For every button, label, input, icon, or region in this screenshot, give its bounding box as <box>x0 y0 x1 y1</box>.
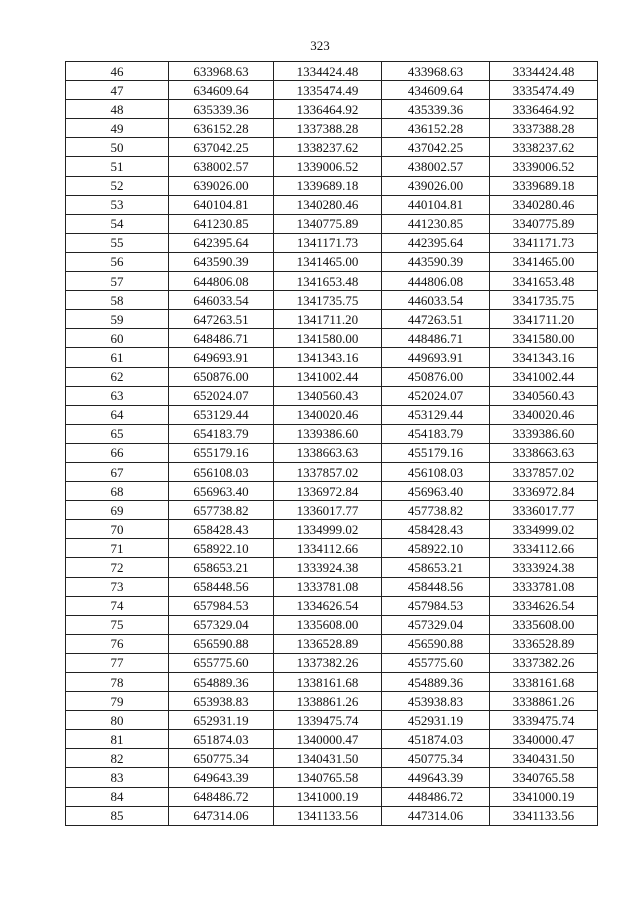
table-row <box>66 252 598 271</box>
coordinate-cell: 655775.60 <box>169 653 274 672</box>
page-number: 323 <box>310 38 330 53</box>
coordinate-cell: 454183.79 <box>382 424 490 443</box>
coordinate-cell: 1338161.68 <box>274 673 382 692</box>
table-row <box>66 730 598 749</box>
coordinate-cell: 1336528.89 <box>274 634 382 653</box>
point-number-cell: 73 <box>66 577 169 596</box>
coordinate-cell: 1336972.84 <box>274 482 382 501</box>
coordinate-cell: 455775.60 <box>382 653 490 672</box>
coordinate-cell: 652931.19 <box>169 711 274 730</box>
point-number-cell: 48 <box>66 100 169 119</box>
coordinate-cell: 456590.88 <box>382 634 490 653</box>
point-number-cell: 79 <box>66 692 169 711</box>
coordinate-cell: 438002.57 <box>382 157 490 176</box>
coordinate-cell: 658448.56 <box>169 577 274 596</box>
coordinate-cell: 658653.21 <box>169 558 274 577</box>
point-number-cell: 65 <box>66 424 169 443</box>
coordinate-cell: 3334999.02 <box>490 520 598 539</box>
coordinate-cell: 656590.88 <box>169 634 274 653</box>
coordinate-cell: 3333924.38 <box>490 558 598 577</box>
table-row <box>66 558 598 577</box>
coordinate-cell: 1341133.56 <box>274 806 382 825</box>
coordinate-cell: 434609.64 <box>382 81 490 100</box>
coordinate-cell: 457984.53 <box>382 596 490 615</box>
coordinate-cell: 457329.04 <box>382 615 490 634</box>
coordinate-cell: 3340431.50 <box>490 749 598 768</box>
point-number-cell: 75 <box>66 615 169 634</box>
coordinate-cell: 455179.16 <box>382 443 490 462</box>
coordinate-cell: 638002.57 <box>169 157 274 176</box>
coordinate-cell: 650775.34 <box>169 749 274 768</box>
coordinate-cell: 1341580.00 <box>274 329 382 348</box>
coordinate-cell: 448486.72 <box>382 787 490 806</box>
coordinate-cell: 658428.43 <box>169 520 274 539</box>
table-row <box>66 787 598 806</box>
coordinate-cell: 642395.64 <box>169 233 274 252</box>
coordinate-cell: 653938.83 <box>169 692 274 711</box>
table-row <box>66 386 598 405</box>
coordinate-cell: 3340775.89 <box>490 214 598 233</box>
coordinate-cell: 450775.34 <box>382 749 490 768</box>
coordinate-cell: 1341653.48 <box>274 272 382 291</box>
coordinate-cell: 442395.64 <box>382 233 490 252</box>
coordinate-cell: 647263.51 <box>169 310 274 329</box>
point-number-cell: 57 <box>66 272 169 291</box>
coordinate-cell: 648486.71 <box>169 329 274 348</box>
point-number-cell: 76 <box>66 634 169 653</box>
table-row <box>66 100 598 119</box>
coordinate-cell: 639026.00 <box>169 176 274 195</box>
coordinate-cell: 3334112.66 <box>490 539 598 558</box>
coordinate-cell: 635339.36 <box>169 100 274 119</box>
point-number-cell: 81 <box>66 730 169 749</box>
point-number-cell: 85 <box>66 806 169 825</box>
coordinate-cell: 456963.40 <box>382 482 490 501</box>
coordinate-cell: 1340020.46 <box>274 405 382 424</box>
coordinate-cell: 3337388.28 <box>490 119 598 138</box>
coordinate-cell: 653129.44 <box>169 405 274 424</box>
coordinate-cell: 1341002.44 <box>274 367 382 386</box>
table-row <box>66 214 598 233</box>
coordinate-cell: 1333781.08 <box>274 577 382 596</box>
coordinate-cell: 449643.39 <box>382 768 490 787</box>
coordinate-cell: 1339475.74 <box>274 711 382 730</box>
coordinate-cell: 643590.39 <box>169 252 274 271</box>
coordinate-cell: 1340431.50 <box>274 749 382 768</box>
coordinate-cell: 3335608.00 <box>490 615 598 634</box>
table-row <box>66 348 598 367</box>
coordinate-cell: 1335474.49 <box>274 81 382 100</box>
point-number-cell: 77 <box>66 653 169 672</box>
coordinate-cell: 3339475.74 <box>490 711 598 730</box>
point-number-cell: 59 <box>66 310 169 329</box>
point-number-cell: 84 <box>66 787 169 806</box>
table-row <box>66 157 598 176</box>
point-number-cell: 62 <box>66 367 169 386</box>
coordinate-cell: 641230.85 <box>169 214 274 233</box>
coordinate-cell: 1338237.62 <box>274 138 382 157</box>
coordinate-cell: 3341171.73 <box>490 233 598 252</box>
coordinate-cell: 1334424.48 <box>274 62 382 81</box>
coordinate-cell: 1341711.20 <box>274 310 382 329</box>
table-row <box>66 329 598 348</box>
coordinate-cell: 3341343.16 <box>490 348 598 367</box>
coordinate-cell: 1337382.26 <box>274 653 382 672</box>
coordinate-cell: 457738.82 <box>382 501 490 520</box>
coordinate-cell: 444806.08 <box>382 272 490 291</box>
coordinate-cell: 449693.91 <box>382 348 490 367</box>
table-row <box>66 310 598 329</box>
coordinate-cell: 3338161.68 <box>490 673 598 692</box>
coordinate-cell: 658922.10 <box>169 539 274 558</box>
coordinate-cell: 3338861.26 <box>490 692 598 711</box>
coordinate-cell: 654183.79 <box>169 424 274 443</box>
table-row <box>66 711 598 730</box>
coordinate-cell: 3340560.43 <box>490 386 598 405</box>
coordinate-cell: 458653.21 <box>382 558 490 577</box>
table-row <box>66 62 598 81</box>
table-row <box>66 806 598 825</box>
point-number-cell: 69 <box>66 501 169 520</box>
table-row <box>66 749 598 768</box>
coordinate-cell: 451874.03 <box>382 730 490 749</box>
coordinate-cell: 655179.16 <box>169 443 274 462</box>
coordinate-cell: 656963.40 <box>169 482 274 501</box>
coordinate-cell: 649693.91 <box>169 348 274 367</box>
coordinate-cell: 1339386.60 <box>274 424 382 443</box>
table-row <box>66 176 598 195</box>
coordinate-cell: 3339386.60 <box>490 424 598 443</box>
coordinate-cell: 1334626.54 <box>274 596 382 615</box>
table-row <box>66 443 598 462</box>
table-row <box>66 367 598 386</box>
coordinate-cell: 3335474.49 <box>490 81 598 100</box>
coordinate-cell: 3341735.75 <box>490 291 598 310</box>
table-row <box>66 195 598 214</box>
coordinate-table <box>65 61 598 826</box>
point-number-cell: 53 <box>66 195 169 214</box>
point-number-cell: 54 <box>66 214 169 233</box>
coordinate-cell: 452024.07 <box>382 386 490 405</box>
point-number-cell: 67 <box>66 462 169 481</box>
table-row <box>66 81 598 100</box>
table-row <box>66 577 598 596</box>
coordinate-cell: 652024.07 <box>169 386 274 405</box>
coordinate-cell: 3339006.52 <box>490 157 598 176</box>
point-number-cell: 50 <box>66 138 169 157</box>
table-row <box>66 596 598 615</box>
coordinate-cell: 3341002.44 <box>490 367 598 386</box>
coordinate-cell: 3336017.77 <box>490 501 598 520</box>
coordinate-cell: 1340775.89 <box>274 214 382 233</box>
coordinate-cell: 649643.39 <box>169 768 274 787</box>
coordinate-cell: 1340765.58 <box>274 768 382 787</box>
coordinate-cell: 458448.56 <box>382 577 490 596</box>
coordinate-cell: 3341465.00 <box>490 252 598 271</box>
table-row <box>66 520 598 539</box>
coordinate-cell: 447263.51 <box>382 310 490 329</box>
coordinate-cell: 453129.44 <box>382 405 490 424</box>
table-row <box>66 424 598 443</box>
point-number-cell: 80 <box>66 711 169 730</box>
coordinate-cell: 3341653.48 <box>490 272 598 291</box>
point-number-cell: 56 <box>66 252 169 271</box>
coordinate-cell: 3336528.89 <box>490 634 598 653</box>
table-row <box>66 501 598 520</box>
coordinate-cell: 440104.81 <box>382 195 490 214</box>
coordinate-cell: 441230.85 <box>382 214 490 233</box>
coordinate-cell: 3340765.58 <box>490 768 598 787</box>
table-row <box>66 233 598 252</box>
coordinate-cell: 447314.06 <box>382 806 490 825</box>
point-number-cell: 66 <box>66 443 169 462</box>
coordinate-cell: 1334999.02 <box>274 520 382 539</box>
table-row <box>66 462 598 481</box>
table-row <box>66 405 598 424</box>
table-row <box>66 692 598 711</box>
coordinate-cell: 3334626.54 <box>490 596 598 615</box>
point-number-cell: 58 <box>66 291 169 310</box>
coordinate-cell: 1336464.92 <box>274 100 382 119</box>
coordinate-cell: 3341580.00 <box>490 329 598 348</box>
point-number-cell: 71 <box>66 539 169 558</box>
coordinate-cell: 1338861.26 <box>274 692 382 711</box>
coordinate-cell: 1335608.00 <box>274 615 382 634</box>
table-row <box>66 291 598 310</box>
point-number-cell: 46 <box>66 62 169 81</box>
coordinate-cell: 1333924.38 <box>274 558 382 577</box>
table-row <box>66 482 598 501</box>
point-number-cell: 72 <box>66 558 169 577</box>
coordinate-cell: 1340280.46 <box>274 195 382 214</box>
coordinate-cell: 1340000.47 <box>274 730 382 749</box>
coordinate-cell: 456108.03 <box>382 462 490 481</box>
coordinate-cell: 3341711.20 <box>490 310 598 329</box>
coordinate-cell: 3336464.92 <box>490 100 598 119</box>
point-number-cell: 61 <box>66 348 169 367</box>
table-row <box>66 119 598 138</box>
coordinate-cell: 454889.36 <box>382 673 490 692</box>
coordinate-cell: 3340020.46 <box>490 405 598 424</box>
point-number-cell: 82 <box>66 749 169 768</box>
table-row <box>66 539 598 558</box>
coordinate-cell: 452931.19 <box>382 711 490 730</box>
coordinate-cell: 3340280.46 <box>490 195 598 214</box>
point-number-cell: 52 <box>66 176 169 195</box>
coordinate-cell: 1334112.66 <box>274 539 382 558</box>
point-number-cell: 60 <box>66 329 169 348</box>
coordinate-cell: 651874.03 <box>169 730 274 749</box>
coordinate-cell: 437042.25 <box>382 138 490 157</box>
coordinate-cell: 646033.54 <box>169 291 274 310</box>
point-number-cell: 70 <box>66 520 169 539</box>
coordinate-cell: 1341343.16 <box>274 348 382 367</box>
coordinate-cell: 640104.81 <box>169 195 274 214</box>
coordinate-cell: 3334424.48 <box>490 62 598 81</box>
coordinate-cell: 1341171.73 <box>274 233 382 252</box>
coordinate-cell: 657984.53 <box>169 596 274 615</box>
coordinate-cell: 3336972.84 <box>490 482 598 501</box>
coordinate-cell: 1337857.02 <box>274 462 382 481</box>
coordinate-cell: 453938.83 <box>382 692 490 711</box>
coordinate-cell: 1341465.00 <box>274 252 382 271</box>
coordinate-cell: 3337857.02 <box>490 462 598 481</box>
coordinate-cell: 3339689.18 <box>490 176 598 195</box>
coordinate-cell: 654889.36 <box>169 673 274 692</box>
coordinate-cell: 1338663.63 <box>274 443 382 462</box>
coordinate-cell: 439026.00 <box>382 176 490 195</box>
coordinate-cell: 433968.63 <box>382 62 490 81</box>
coordinate-cell: 637042.25 <box>169 138 274 157</box>
coordinate-cell: 1339006.52 <box>274 157 382 176</box>
coordinate-cell: 1337388.28 <box>274 119 382 138</box>
coordinate-cell: 3333781.08 <box>490 577 598 596</box>
point-number-cell: 47 <box>66 81 169 100</box>
coordinate-cell: 446033.54 <box>382 291 490 310</box>
coordinate-cell: 3338663.63 <box>490 443 598 462</box>
coordinate-cell: 657738.82 <box>169 501 274 520</box>
coordinate-cell: 656108.03 <box>169 462 274 481</box>
coordinate-cell: 648486.72 <box>169 787 274 806</box>
table-row <box>66 673 598 692</box>
table-row <box>66 272 598 291</box>
coordinate-cell: 3337382.26 <box>490 653 598 672</box>
table-row <box>66 768 598 787</box>
point-number-cell: 51 <box>66 157 169 176</box>
coordinate-cell: 636152.28 <box>169 119 274 138</box>
table-row <box>66 615 598 634</box>
coordinate-cell: 1341000.19 <box>274 787 382 806</box>
coordinate-cell: 1341735.75 <box>274 291 382 310</box>
coordinate-cell: 3341133.56 <box>490 806 598 825</box>
coordinate-cell: 657329.04 <box>169 615 274 634</box>
coordinate-cell: 1339689.18 <box>274 176 382 195</box>
coordinate-cell: 634609.64 <box>169 81 274 100</box>
point-number-cell: 49 <box>66 119 169 138</box>
point-number-cell: 68 <box>66 482 169 501</box>
coordinate-table-body <box>66 62 598 826</box>
coordinate-cell: 448486.71 <box>382 329 490 348</box>
coordinate-cell: 3341000.19 <box>490 787 598 806</box>
table-row <box>66 653 598 672</box>
coordinate-cell: 435339.36 <box>382 100 490 119</box>
coordinate-cell: 458428.43 <box>382 520 490 539</box>
point-number-cell: 63 <box>66 386 169 405</box>
point-number-cell: 64 <box>66 405 169 424</box>
coordinate-cell: 633968.63 <box>169 62 274 81</box>
coordinate-cell: 436152.28 <box>382 119 490 138</box>
point-number-cell: 83 <box>66 768 169 787</box>
coordinate-cell: 650876.00 <box>169 367 274 386</box>
table-row <box>66 138 598 157</box>
point-number-cell: 74 <box>66 596 169 615</box>
point-number-cell: 78 <box>66 673 169 692</box>
coordinate-cell: 443590.39 <box>382 252 490 271</box>
coordinate-cell: 1336017.77 <box>274 501 382 520</box>
coordinate-cell: 458922.10 <box>382 539 490 558</box>
coordinate-cell: 450876.00 <box>382 367 490 386</box>
table-row <box>66 634 598 653</box>
coordinate-cell: 3340000.47 <box>490 730 598 749</box>
point-number-cell: 55 <box>66 233 169 252</box>
coordinate-cell: 3338237.62 <box>490 138 598 157</box>
coordinate-cell: 647314.06 <box>169 806 274 825</box>
coordinate-cell: 644806.08 <box>169 272 274 291</box>
coordinate-cell: 1340560.43 <box>274 386 382 405</box>
